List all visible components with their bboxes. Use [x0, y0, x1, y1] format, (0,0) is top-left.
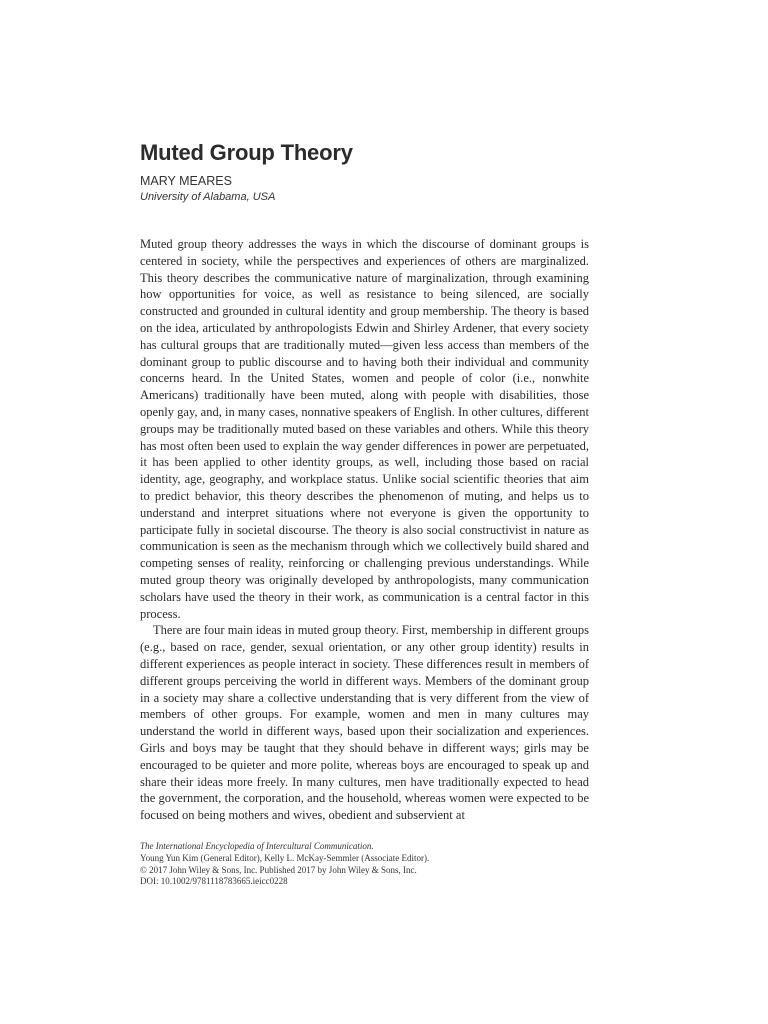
copyright-line: © 2017 John Wiley & Sons, Inc. Published 2017 by John Wiley & Sons, Inc. — [140, 864, 417, 875]
publication-footer — [140, 841, 600, 888]
article-body — [140, 236, 589, 824]
paragraph: Muted group theory addresses the ways in which the discourse of dominant groups is centered in society, while the perspectives and experiences of others are marginalized. This theory describes the communicative nature of marginalization, through examining how opportunities for voice, as well as resistance to being silenced, are socially constructed and grounded in cultural identity and group membership. The theory is based on the idea, articulated by anthropologists Edwin and Shirley Ardener, that every society has cultural groups that are traditionally muted—given less access than members of the dominant group to public discourse and to having both their individual and community concerns heard. In the United States, women and people of color (i.e., nonwhite Americans) traditionally have been muted, along with people with disabilities, those openly gay, and, in many cases, nonnative speakers of English. In other cultures, different groups may be traditionally muted based on these variables and others. While this theory has most often been used to explain the way gender differences in power are perpetuated, it has been applied to other identity groups, as well, including those based on racial identity, age, geography, and workplace status. Unlike social scientific theories that aim to predict behavior, this theory describes the phenomenon of muting, and helps us to understand and interpret situations where not everyone is given the opportunity to participate fully in societal discourse. The theory is also social constructivist in nature as communication is seen as the mechanism through which we collectively build shared and competing senses of reality, reinforcing or challenging previous understandings. While muted group theory was originally developed by anthropologists, many communication scholars have used the theory in their work, as communication is a central factor in this process. — [140, 237, 589, 621]
editors-line: Young Yun Kim (General Editor), Kelly L. McKay-Semmler (Associate Editor). — [140, 852, 430, 863]
doi-line: DOI: 10.1002/9781118783665.ieicc0228 — [140, 876, 288, 887]
author-affiliation: University of Alabama, USA — [140, 191, 276, 203]
paragraph: There are four main ideas in muted group theory. First, membership in different groups (e.g., based on race, gender, sexual orientation, or any other group identity) results in different experiences as people interact in society. These differences result in members of different groups perceiving the world in different ways. Members of the dominant group in a society may share a collective understanding that is very different from the view of members of other groups. For example, women and men in many cultures may understand the world in different ways, based upon their socialization and experiences. Girls and boys may be taught that they should behave in different ways; girls may be encouraged to be quieter and more polite, whereas boys are encouraged to speak up and share their ideas more freely. In many cultures, men have traditionally expected to head the government, the corporation, and the household, whereas women were expected to be focused on being mothers and wives, obedient and subservient at — [140, 623, 589, 823]
article-title: Muted Group Theory — [140, 140, 353, 165]
encyclopedia-title: The International Encyclopedia of Intercultural Communication. — [140, 841, 374, 851]
author-name: MARY MEARES — [140, 174, 232, 188]
